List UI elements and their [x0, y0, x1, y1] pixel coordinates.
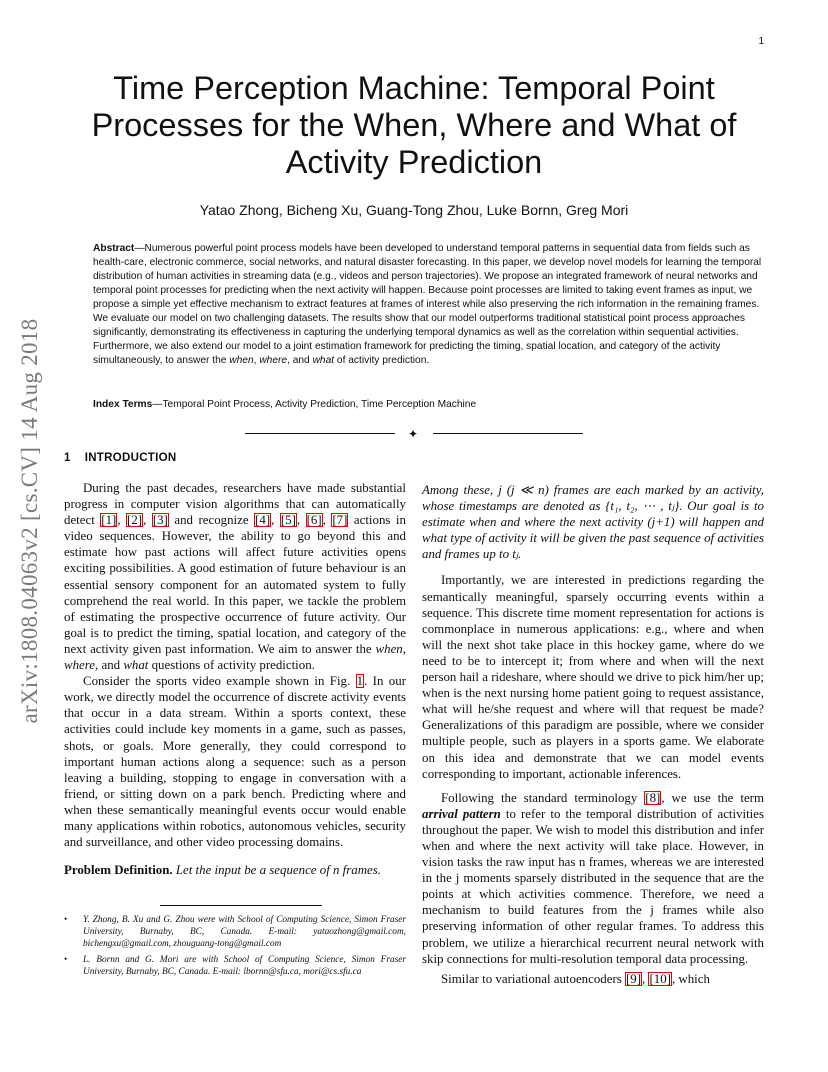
intro-paragraph-1: During the past decades, researchers have made substantial progress in computer vision algorithms that can automatically detect [1], [2], [3] and recognize [4], [5], [6], [7] actions in video sequences. However, the ability to go beyond this and estimate how past actions will affect future activities opens exciting possibilities. A good estimation of future behaviour is an essential sensory component for an automated system to fully comprehend the real world. In this paper, we tackle the problem of estimating the prospective occurrence of future activity. Our goal is to predict the timing, spatial location, and category of the next activity given past information. We aim to answer the when, where, and what questions of activity prediction. — [64, 481, 406, 673]
citation-link[interactable]: [4] — [255, 513, 271, 528]
problem-definition — [64, 862, 406, 878]
citation-link[interactable]: [6] — [306, 513, 322, 528]
separator-line — [245, 433, 395, 434]
intro-paragraph-5: Similar to variational autoencoders [9], [10], which — [441, 971, 710, 986]
bullet-icon: • — [64, 915, 68, 925]
citation-link[interactable]: [10] — [649, 971, 671, 986]
citation-link[interactable]: [5] — [280, 513, 296, 528]
intro-paragraph-4 — [422, 790, 764, 967]
text-run: and recognize — [168, 513, 255, 528]
bullet-icon: • — [64, 955, 68, 965]
text-run: , which — [671, 971, 710, 986]
left-column — [64, 480, 406, 878]
index-terms — [93, 399, 769, 410]
intro-paragraph-3: Importantly, we are interested in predictions regarding the semantically meaningful, sparsely occurring events within a sequence. This discrete time moment representation for actions is commonplace in numerous applications: e.g., where and when will the next shot take place in this hockey game, where do we need to be to intercept it; from where and when will the next person hail a rideshare, where should we drive to pick him/her up; when is the next nursing home patient going to request assistance, what will he/she request and where will that request be made? Generalizations of this paradigm are possible, where we consider multiple people, such as players in a sports game. We elaborate on this idea and demonstrate that we can model events corresponding to important, actionable inferences. — [422, 573, 764, 781]
text-run: During the past decades, researchers have made substantial progress in computer vision algorithms that can automatically detect — [64, 481, 406, 528]
footnote-text: Y. Zhong, B. Xu and G. Zhou were with School of Computing Science, Simon Fraser University, Burnaby, BC, Canada. E-mail: yataozhong@gmail.com, bichengxu@gmail.com, zhouguang-tong@gmail.com — [83, 915, 406, 949]
abstract-text: —Numerous powerful point process models have been developed to understand temporal patterns in sequential data from fields such as health-care, electronic commerce, social networks, and natural disaster forecasting. In this paper, we develop novel models for learning the temporal distribution of human activities in streaming data (e.g., videos and person trajectories). We propose an integrated framework of neural networks and temporal point processes for predicting when the next activity will happen. Because point processes are limited to taking event frames as input, we propose a simple yet effective mechanism to extract features at frames of interest while also preserving the rich information in the remaining frames. We evaluate our model on two challenging datasets. The results show that our model outperforms traditional statistical point process approaches significantly, demonstrating its effectiveness in capturing the underlying temporal dynamics as well as the correlation within sequential activities. Furthermore, we also extend our model to a joint estimation framework for predicting the timing, spatial location, and category of the activity simultaneously, to answer the — [93, 243, 762, 366]
footnotes — [64, 914, 406, 982]
citation-link[interactable]: [8] — [645, 790, 661, 805]
abstract-sep: , — [253, 355, 260, 366]
abstract-sep: , and — [287, 355, 313, 366]
section-separator — [245, 427, 583, 441]
text-run: . In our work, we directly model the occurrence of discrete activity events that occur in a data stream. Within a sports context, these activities could include key moments in a game, such as passes, shots, or goals. More generally, they could correspond to important human actions along a sequence: such as a person leaving a building, stopping to engage in conversation with a friend, or sitting down on a park bench. Predicting where and when these semantically meaningful events occur would enable many applications within robotics, autonomous vehicles, security and surveillance, and other video processing domains. — [64, 674, 406, 850]
text-run: Consider the sports video example shown in Fig. — [83, 674, 356, 689]
intro-paragraph-2 — [64, 673, 406, 850]
paper-title: Time Perception Machine: Temporal Point Processes for the When, Where and What of Activity Prediction — [91, 70, 737, 180]
emphasis: when — [375, 641, 403, 656]
footnote-rule — [160, 905, 322, 906]
abstract-tail: of activity prediction. — [334, 355, 430, 366]
abstract-when: when — [229, 355, 254, 366]
arxiv-stamp: arXiv:1808.04063v2 [cs.CV] 14 Aug 2018 — [17, 318, 42, 724]
footnote — [64, 954, 406, 978]
term-emphasis: arrival pattern — [422, 806, 501, 821]
text-run: actions in video sequences. However, the ability to go beyond this and estimate how past actions will affect future activities opens exciting possibilities. A good estimation of future behaviour is an essential sensory component for an automated system to fully comprehend the real world. In this paper, we tackle the problem of estimating the prospective occurrence of future activity. Our goal is to predict the timing, spatial location, and category of the next activity given past information. We aim to answer the — [64, 513, 406, 656]
abstract-what: what — [312, 355, 335, 366]
text-run: Following the standard terminology — [441, 790, 645, 805]
separator-line — [433, 433, 583, 434]
right-column — [422, 482, 764, 987]
citation-link[interactable]: [9] — [626, 971, 642, 986]
abstract-where: where — [259, 355, 288, 366]
text-run: , we use the term — [661, 790, 764, 805]
index-terms-text: —Temporal Point Process, Activity Prediction, Time Perception Machine — [152, 399, 477, 410]
emphasis: what — [123, 658, 149, 673]
footnote-text: L. Bornn and G. Mori are with School of Computing Science, Simon Fraser University, Burnaby, BC, Canada. E-mail: lbornn@sfu.ca, mori@cs.sfu.ca — [83, 955, 406, 977]
text-run: questions of activity prediction. — [148, 658, 315, 673]
index-terms-label: Index Terms — [93, 399, 153, 410]
footnote — [64, 914, 406, 950]
author-list: Yatao Zhong, Bicheng Xu, Guang-Tong Zhou, Luke Bornn, Greg Mori — [199, 202, 629, 218]
text-run: to refer to the temporal distribution of activities throughout the paper. We wish to model this distribution and infer when and where the next activity will take place. However, in vision tasks the raw input has n frames, whereas we are interested in the j moments sparsely distributed in the sequence that are the points at which activities commence. Therefore, we need a mechanism to build features from the j frames while also preserving information of other regular frames. To address this problem, we utilize a hierarchical recurrent neural network with skip connections for multi-resolution temporal data processing. — [422, 806, 765, 966]
citation-link[interactable]: [3] — [152, 513, 168, 528]
text-run: Similar to variational autoencoders — [441, 971, 625, 986]
abstract — [93, 242, 769, 368]
abstract-label: Abstract — [93, 243, 135, 254]
page-number: 1 — [758, 36, 764, 47]
section-heading — [64, 452, 176, 464]
problem-label: Problem Definition. — [64, 863, 173, 878]
problem-definition-continued: Among these, j (j ≪ n) frames are each marked by an activity, whose timestamps are denoted as {t₁, t₂, ⋯ , tⱼ}. Our goal is to estimate when and where the next activity (j+1) will happen and what type of activity it will be given the past sequence of activities and frames up to tⱼ. — [422, 483, 764, 562]
problem-text: Let the input be a sequence of n frames. — [175, 863, 381, 878]
emphasis: where — [64, 658, 96, 673]
citation-link[interactable]: [2] — [127, 513, 143, 528]
section-title: INTRODUCTION — [84, 452, 177, 464]
figure-link[interactable]: 1 — [356, 674, 364, 689]
section-number: 1 — [64, 452, 71, 464]
citation-link[interactable]: [7] — [332, 513, 348, 528]
citation-link[interactable]: [1] — [101, 513, 117, 528]
diamond-icon: ✦ — [408, 427, 419, 441]
